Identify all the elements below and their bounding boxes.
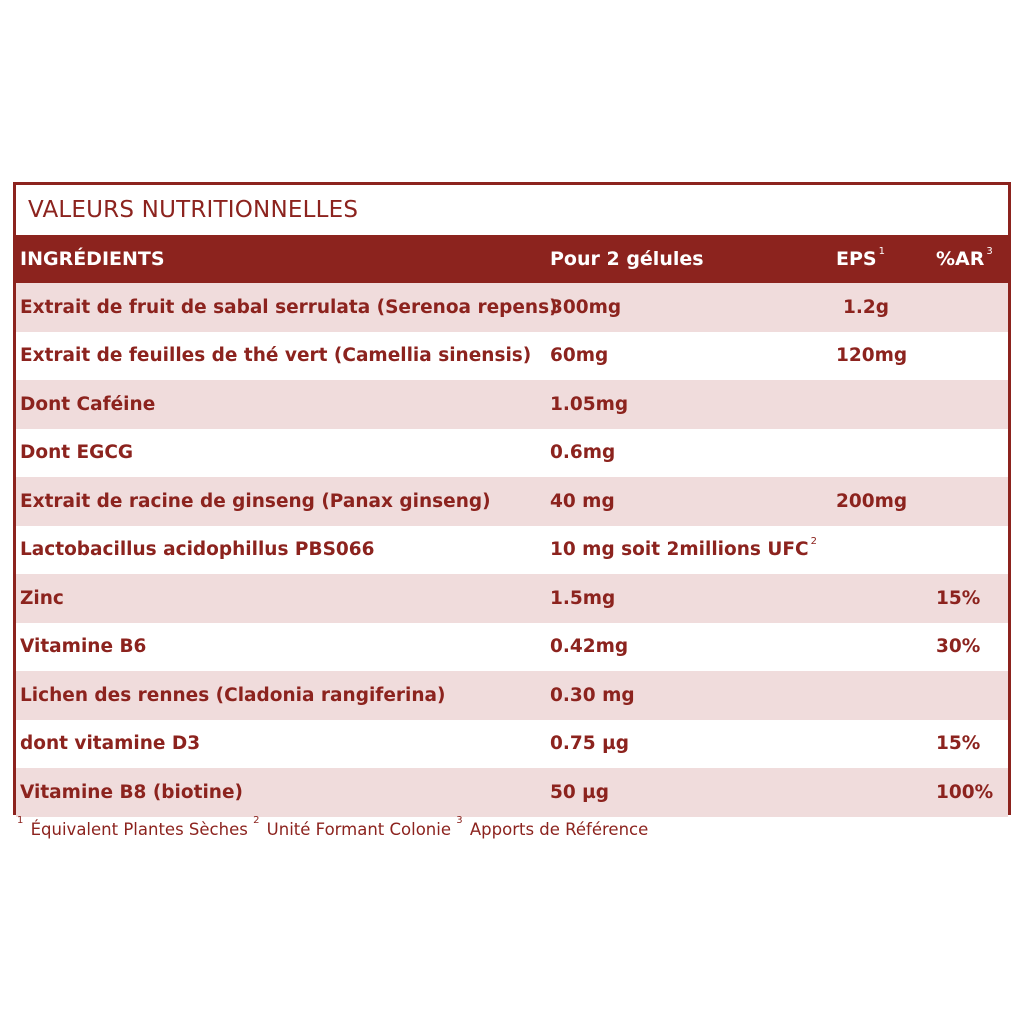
ingredient-name: Lichen des rennes (Cladonia rangiferina) [20, 684, 446, 706]
header-ar-label: %AR [936, 248, 985, 270]
header-ingredients: INGRÉDIENTS [20, 248, 165, 270]
table-row [16, 380, 1008, 429]
table-row [16, 477, 1008, 526]
ingredient-name: Vitamine B8 (biotine) [20, 781, 243, 803]
footnote-marker-1: 1 [17, 814, 24, 826]
ingredient-ar: 15% [936, 587, 981, 609]
table-row [16, 720, 1008, 769]
table-row [16, 671, 1008, 720]
header-eps [836, 235, 885, 283]
footnote-text-3: Apports de Référence [464, 820, 649, 839]
ingredient-ar: 15% [936, 733, 981, 755]
ingredient-eps: 120mg [836, 345, 908, 367]
table-row [16, 283, 1008, 332]
ingredient-dose: 60mg [550, 345, 609, 367]
header-ar [936, 235, 993, 283]
ingredient-dose: 1.05mg [550, 393, 629, 415]
header-eps-label: EPS [836, 248, 877, 270]
ingredient-name: Dont EGCG [20, 442, 134, 464]
ingredient-dose [550, 526, 817, 575]
header-ar-sup: 3 [986, 245, 993, 257]
footnote-marker-3: 3 [456, 814, 463, 826]
ingredient-name: Vitamine B6 [20, 636, 147, 658]
ingredient-ar: 30% [936, 636, 981, 658]
footnote-text-1: Équivalent Plantes Sèches [25, 820, 254, 839]
nutrition-table [13, 182, 1011, 815]
ingredient-name: Extrait de racine de ginseng (Panax ginseng) [20, 490, 491, 512]
table-row [16, 429, 1008, 478]
ingredient-name: Dont Caféine [20, 393, 156, 415]
table-row [16, 623, 1008, 672]
ingredient-eps: 1.2g [843, 296, 890, 318]
table-row [16, 574, 1008, 623]
ingredient-ar: 100% [936, 781, 994, 803]
table-row [16, 526, 1008, 575]
ingredient-dose: 40 mg [550, 490, 615, 512]
ingredient-name: Lactobacillus acidophillus PBS066 [20, 539, 375, 561]
ingredient-dose: 0.30 mg [550, 684, 635, 706]
table-row [16, 768, 1008, 817]
footnote-marker-2: 2 [253, 814, 260, 826]
table-header-row [16, 235, 1008, 283]
footnote [17, 814, 649, 839]
header-dose: Pour 2 gélules [550, 248, 704, 270]
ingredient-dose: 0.75 µg [550, 733, 629, 755]
ingredient-dose: 1.5mg [550, 587, 616, 609]
ingredient-dose: 0.6mg [550, 442, 616, 464]
ingredient-name: Zinc [20, 587, 64, 609]
ingredient-dose: 300mg [550, 296, 622, 318]
ingredient-eps: 200mg [836, 490, 908, 512]
table-title: VALEURS NUTRITIONNELLES [28, 197, 359, 223]
ingredient-dose-text: 10 mg soit 2millions UFC [550, 539, 809, 561]
ingredient-dose: 50 µg [550, 781, 610, 803]
ingredient-dose-sup: 2 [810, 536, 817, 548]
ingredient-name: Extrait de fruit de sabal serrulata (Serenoa repens) [20, 296, 558, 318]
header-eps-sup: 1 [878, 245, 885, 257]
table-row [16, 332, 1008, 381]
footnote-text-2: Unité Formant Colonie [261, 820, 457, 839]
ingredient-name: Extrait de feuilles de thé vert (Camellia sinensis) [20, 345, 532, 367]
ingredient-dose: 0.42mg [550, 636, 629, 658]
ingredient-name: dont vitamine D3 [20, 733, 201, 755]
